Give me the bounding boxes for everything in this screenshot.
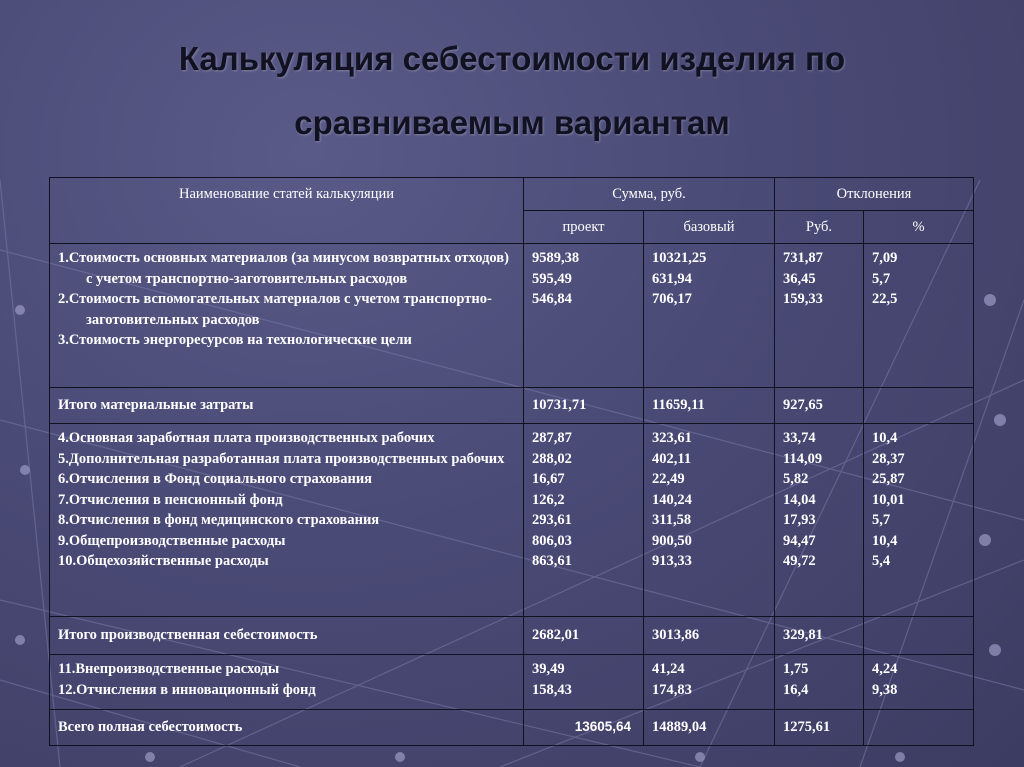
- total-material-project: 10731,71: [524, 388, 644, 424]
- table-row: [50, 710, 974, 746]
- value: 7,09: [872, 250, 898, 266]
- header-project: проект: [524, 211, 644, 244]
- list-item: 6.Отчисления в Фонд социального страхования: [58, 471, 373, 487]
- value: 595,49: [532, 270, 572, 287]
- total-production-base: 3013,86: [644, 617, 775, 655]
- total-material-label: Итого материальные затраты: [50, 388, 524, 424]
- total-full-rub: 1275,61: [775, 710, 864, 746]
- value: 9589,38: [532, 250, 580, 266]
- value: 293,61: [532, 512, 572, 528]
- slide-title-line-2: сравниваемым вариантам: [294, 104, 730, 141]
- value: 287,87: [532, 430, 572, 446]
- value: 806,03: [532, 532, 572, 549]
- value: 9,38: [872, 681, 898, 698]
- value: 94,47: [783, 532, 816, 549]
- value: 288,02: [532, 450, 572, 467]
- header-items-column: Наименование статей калькуляции: [50, 178, 524, 244]
- list-item: 10.Общехозяйственные расходы: [58, 553, 269, 569]
- group3-items-cell: [50, 655, 524, 710]
- value: 158,43: [532, 681, 572, 698]
- list-item: 1.Стоимость основных материалов (за минусом возвратных отходов) с учетом транспортно-заготовительных расходов: [58, 250, 509, 287]
- value: 10321,25: [652, 250, 707, 266]
- value: 913,33: [652, 553, 692, 569]
- list-item: 4.Основная заработная плата производственных рабочих: [58, 430, 435, 446]
- value: 323,61: [652, 430, 692, 446]
- value: 1,75: [783, 661, 809, 677]
- value: 22,49: [652, 471, 685, 487]
- value: 16,4: [783, 681, 809, 698]
- value: 36,45: [783, 270, 816, 287]
- value: 14,04: [783, 491, 816, 508]
- value: 900,50: [652, 532, 692, 549]
- total-full-label: Всего полная себестоимость: [50, 710, 524, 746]
- group1-items-cell: [50, 244, 524, 388]
- list-item: 8.Отчисления в фонд медицинского страхования: [58, 512, 380, 528]
- value: 41,24: [652, 661, 685, 677]
- header-rub: Руб.: [775, 211, 864, 244]
- group3-project-cell: [524, 655, 644, 710]
- list-item: 7.Отчисления в пенсионный фонд: [58, 491, 283, 508]
- value: 5,82: [783, 471, 809, 487]
- value: 140,24: [652, 491, 692, 508]
- value: 731,87: [783, 250, 823, 266]
- list-item: 5.Дополнительная разработанная плата производственных рабочих: [58, 450, 505, 467]
- value: 49,72: [783, 553, 816, 569]
- list-item: 9.Общепроизводственные расходы: [58, 532, 286, 549]
- group2-rub-cell: [775, 424, 864, 617]
- table-row: [50, 244, 974, 388]
- value: 863,61: [532, 553, 572, 569]
- slide-title-line-1: Калькуляция себестоимости изделия по: [178, 40, 846, 77]
- list-item: 2.Стоимость вспомогательных материалов с учетом транспортно-заготовительных расходов: [58, 291, 492, 328]
- value: 28,37: [872, 450, 905, 467]
- value: 5,7: [872, 512, 891, 528]
- value: 10,4: [872, 430, 898, 446]
- group3-pct-cell: [864, 655, 974, 710]
- total-production-rub: 329,81: [775, 617, 864, 655]
- group1-base-cell: [644, 244, 775, 388]
- value: 631,94: [652, 270, 692, 287]
- value: 33,74: [783, 430, 816, 446]
- value: 10,4: [872, 532, 898, 549]
- value: 10,01: [872, 491, 905, 508]
- value: 546,84: [532, 291, 572, 307]
- group1-pct-cell: [864, 244, 974, 388]
- table-row: [50, 655, 974, 710]
- value: 25,87: [872, 471, 905, 487]
- list-item: 3.Стоимость энергоресурсов на технологические цели: [58, 332, 412, 348]
- total-full-base: 14889,04: [644, 710, 775, 746]
- table-row: [50, 388, 974, 424]
- header-sum-group: Сумма, руб.: [524, 178, 775, 211]
- table-row: [50, 424, 974, 617]
- value: 706,17: [652, 291, 692, 307]
- value: 5,4: [872, 553, 891, 569]
- header-percent: %: [864, 211, 974, 244]
- value: 311,58: [652, 512, 692, 528]
- total-production-label: Итого производственная себестоимость: [50, 617, 524, 655]
- group1-project-cell: [524, 244, 644, 388]
- value: 114,09: [783, 450, 823, 467]
- value: 22,5: [872, 291, 898, 307]
- group2-pct-cell: [864, 424, 974, 617]
- value: 174,83: [652, 681, 692, 698]
- group3-base-cell: [644, 655, 775, 710]
- cost-calculation-table: [49, 177, 974, 746]
- total-material-pct: [864, 388, 974, 424]
- header-deviation-group: Отклонения: [775, 178, 974, 211]
- value: 159,33: [783, 291, 823, 307]
- total-production-project: 2682,01: [524, 617, 644, 655]
- group1-rub-cell: [775, 244, 864, 388]
- value: 16,67: [532, 471, 565, 487]
- group2-items-cell: [50, 424, 524, 617]
- total-material-rub: 927,65: [775, 388, 864, 424]
- value: 126,2: [532, 491, 565, 508]
- value: 4,24: [872, 661, 898, 677]
- total-full-project: 13605,64: [524, 710, 644, 746]
- table-row: [50, 617, 974, 655]
- list-item: 11.Внепроизводственные расходы: [58, 661, 280, 677]
- group2-project-cell: [524, 424, 644, 617]
- group2-base-cell: [644, 424, 775, 617]
- value: 402,11: [652, 450, 692, 467]
- total-full-pct: [864, 710, 974, 746]
- header-base: базовый: [644, 211, 775, 244]
- value: 39,49: [532, 661, 565, 677]
- total-production-pct: [864, 617, 974, 655]
- list-item: 12.Отчисления в инновационный фонд: [58, 681, 316, 698]
- total-material-base: 11659,11: [644, 388, 775, 424]
- value: 17,93: [783, 512, 816, 528]
- value: 5,7: [872, 270, 891, 287]
- group3-rub-cell: [775, 655, 864, 710]
